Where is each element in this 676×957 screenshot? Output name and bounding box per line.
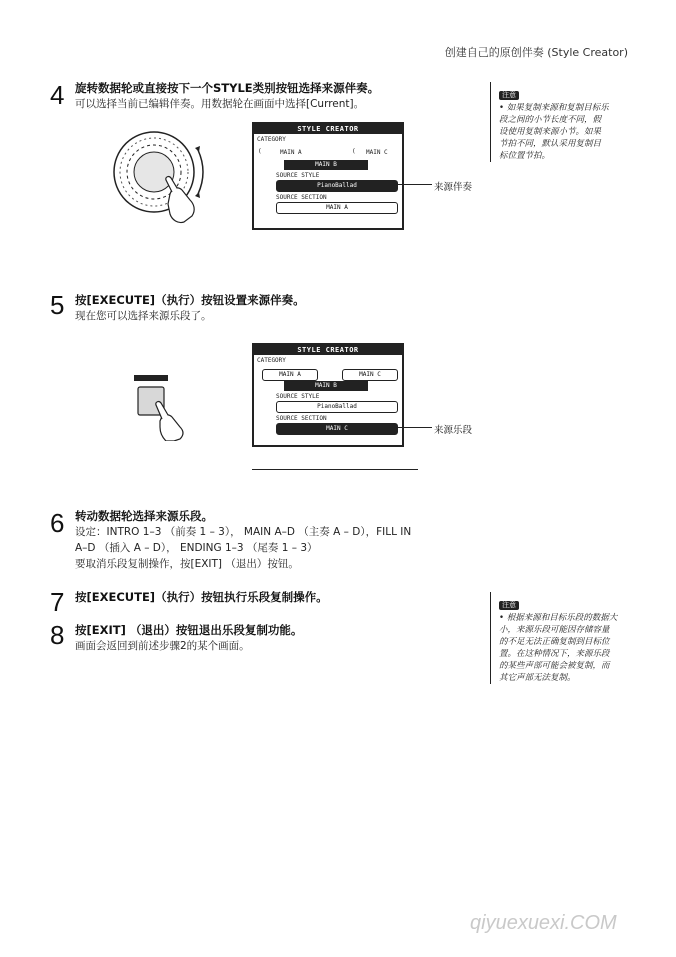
step-8-title: 按[EXIT] （退出）按钮退出乐段复制功能。 bbox=[75, 623, 303, 637]
note-2-line: 的某些声部可能会被复制，而 bbox=[499, 661, 610, 671]
step-7-title: 按[EXECUTE]（执行）按钮执行乐段复制操作。 bbox=[75, 590, 328, 604]
lcd-source-style-value: PianoBallad bbox=[276, 180, 398, 192]
lcd-selected-section: MAIN B bbox=[284, 381, 368, 391]
lcd-left-bracket: ( bbox=[258, 148, 262, 155]
note-2-line: 其它声部无法复制。 bbox=[499, 673, 576, 683]
lcd-selected-section: MAIN B bbox=[284, 160, 368, 170]
lcd-2-baseline bbox=[252, 469, 418, 470]
step-5-line: 现在您可以选择来源乐段了。 bbox=[75, 310, 212, 322]
step-6-title: 转动数据轮选择来源乐段。 bbox=[75, 509, 213, 523]
note-2-line: • 根据来源和目标乐段的数据大 bbox=[499, 613, 618, 623]
execute-button-icon bbox=[130, 375, 190, 441]
callout-source-section: 来源乐段 bbox=[434, 425, 473, 436]
page-header: 创建自己的原创伴奏 (Style Creator) bbox=[444, 46, 628, 59]
lcd-title: STYLE CREATOR bbox=[254, 124, 402, 134]
note-1-line: 设使用复制来源小节。如果 bbox=[499, 127, 602, 137]
lcd-source-section-label: SOURCE SECTION bbox=[276, 415, 327, 422]
step-6-number: 6 bbox=[50, 508, 65, 538]
step-4-number: 4 bbox=[50, 80, 65, 110]
lcd-title: STYLE CREATOR bbox=[254, 345, 402, 355]
lcd-screen-1 bbox=[252, 122, 404, 230]
note-1-line: 段之间的小节长度不同，假 bbox=[499, 115, 602, 125]
lcd-right-section: MAIN C bbox=[342, 369, 398, 381]
lcd-left-section: MAIN A bbox=[262, 369, 318, 381]
step-7-number: 7 bbox=[50, 587, 65, 617]
callout-line-1 bbox=[396, 184, 432, 185]
note-1 bbox=[490, 82, 627, 162]
lcd-source-section-label: SOURCE SECTION bbox=[276, 194, 327, 201]
step-5-title: 按[EXECUTE]（执行）按钮设置来源伴奏。 bbox=[75, 293, 305, 307]
note-2-line: 置。在这种情况下，来源乐段 bbox=[499, 649, 610, 659]
step-5-number: 5 bbox=[50, 290, 65, 320]
step-6-line: 要取消乐段复制操作，按[EXIT] （退出）按钮。 bbox=[75, 558, 299, 570]
note-1-line: • 如果复制来源和复制目标乐 bbox=[499, 103, 609, 113]
step-8-line: 画面会返回到前述步骤2的某个画面。 bbox=[75, 640, 250, 652]
lcd-mid-bracket: ( bbox=[352, 148, 356, 155]
note-2-line: 小，来源乐段可能因存储容量 bbox=[499, 625, 610, 635]
note-1-line: 标位置节拍。 bbox=[499, 151, 551, 161]
note-2-line: 的不足无法正确复制到目标位 bbox=[499, 637, 610, 647]
watermark-logo: qiyuexuexi.COM bbox=[470, 912, 617, 934]
lcd-source-style-value: PianoBallad bbox=[276, 401, 398, 413]
lcd-category-label: CATEGORY bbox=[257, 136, 286, 143]
note-2-tag: 注意 bbox=[499, 601, 519, 610]
lcd-category-label: CATEGORY bbox=[257, 357, 286, 364]
step-6-line: A–D （插入 A – D）， ENDING 1–3 （尾奏 1 – 3） bbox=[75, 542, 318, 554]
callout-source-style: 来源伴奏 bbox=[434, 182, 473, 193]
step-4-line: 可以选择当前已编辑伴奏。用数据轮在画面中选择[Current]。 bbox=[75, 98, 365, 110]
lcd-source-section-value: MAIN A bbox=[276, 202, 398, 214]
lcd-left-section: MAIN A bbox=[280, 149, 302, 156]
lcd-source-style-label: SOURCE STYLE bbox=[276, 393, 320, 400]
step-4-title: 旋转数据轮或直接按下一个STYLE类别按钮选择来源伴奏。 bbox=[75, 81, 380, 95]
lcd-source-style-label: SOURCE STYLE bbox=[276, 172, 320, 179]
lcd-source-section-value: MAIN C bbox=[276, 423, 398, 435]
note-2 bbox=[490, 592, 627, 684]
step-6-line: 设定：INTRO 1–3 （前奏 1 – 3）， MAIN A–D （主奏 A – D），FILL IN bbox=[75, 526, 412, 538]
note-1-tag: 注意 bbox=[499, 91, 519, 100]
note-1-line: 节拍不同，默认采用复制目 bbox=[499, 139, 602, 149]
data-dial-icon bbox=[110, 128, 222, 228]
callout-line-2 bbox=[396, 427, 432, 428]
step-8-number: 8 bbox=[50, 620, 65, 650]
lcd-screen-2 bbox=[252, 343, 404, 447]
lcd-right-section: MAIN C bbox=[366, 149, 388, 156]
